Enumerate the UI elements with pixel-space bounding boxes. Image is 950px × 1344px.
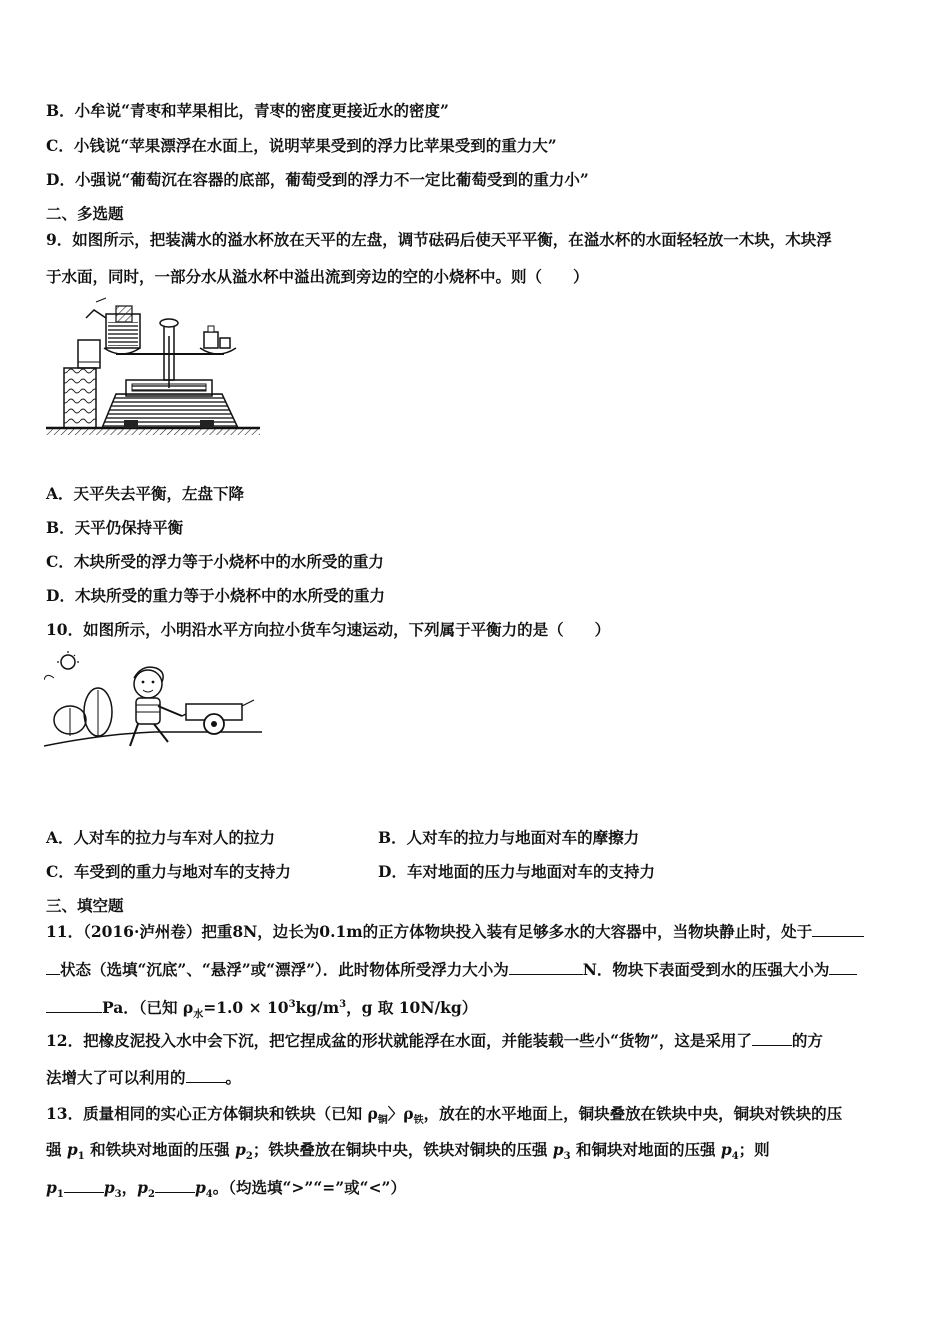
q13-line1: 13．质量相同的实心正方体铜块和铁块（已知 $\rho_铜$〉$\rho_铁$，放在的水平地面上，铜块叠放在铁块中央，铜块对铁块的压: [46, 1104, 843, 1127]
q10-option-c: C．车受到的重力与地对车的支持力: [46, 862, 291, 881]
q11-blank-3-cont[interactable]: [46, 998, 102, 1013]
q9-option-d: D．木块所受的重力等于小烧杯中的水所受的重力: [46, 586, 385, 605]
q11-blank-3[interactable]: [829, 960, 857, 975]
q11-blank-2[interactable]: [509, 960, 583, 975]
q10-option-a: A．人对车的拉力与车对人的拉力: [46, 828, 276, 847]
q9-option-a: A．天平失去平衡，左盘下降: [46, 484, 245, 503]
section-title-fill-in: 三、填空题: [46, 896, 124, 915]
q11-line2: 状态（选填“沉底”、“悬浮”或“漂浮”）．此时物体所受浮力大小为 N．物块下表面受到水的压强大小为: [46, 960, 857, 980]
q13-line3: $p_1$ $p_3$，$p_2$ $p_4$。（均选填“>”“=”或“<”）: [46, 1178, 406, 1201]
balance-overflow-cup-icon: [44, 296, 266, 438]
q12-line2: 法增大了可以利用的 。: [46, 1068, 242, 1087]
q11-line3: Pa．（已知 $\rho_水=1.0 \times 10^3kg/m^3$，g 取 10N/kg）: [46, 995, 477, 1025]
q10-stem: 10．如图所示，小明沿水平方向拉小货车匀速运动，下列属于平衡力的是（ ）: [46, 620, 611, 639]
q11-blank-1-cont[interactable]: [46, 960, 60, 975]
section-title-multiple-choice: 二、多选题: [46, 204, 124, 223]
q10-option-b: B．人对车的拉力与地面对车的摩擦力: [378, 828, 640, 847]
q11-line1: 11．（2016·泸州卷）把重8N，边长为0.1m的正方体物块投入装有足够多水的大容器中，当物块静止时，处于: [46, 922, 864, 942]
option-c-prev: C．小钱说“苹果漂浮在水面上，说明苹果受到的浮力比苹果受到的重力大”: [46, 136, 557, 155]
q9-stem-line1: 9．如图所示，把装满水的溢水杯放在天平的左盘，调节砝码后使天平平衡，在溢水杯的水面轻轻放一木块，木块浮: [46, 230, 832, 249]
q13-line2: 强 $p_1$ 和铁块对地面的压强 $p_2$；铁块叠放在铜块中央，铁块对铜块的压强 $p_3$ 和铜块对地面的压强 $p_4$；则: [46, 1140, 770, 1163]
option-b-prev: B．小牟说“青枣和苹果相比，青枣的密度更接近水的密度”: [46, 101, 449, 120]
boy-pulling-cart-icon: [44, 650, 266, 758]
q11-blank-1[interactable]: [812, 922, 864, 937]
q10-option-d: D．车对地面的压力与地面对车的支持力: [378, 862, 655, 881]
q13-blank-1[interactable]: [64, 1178, 104, 1193]
q9-option-b: B．天平仍保持平衡: [46, 518, 184, 537]
option-d-prev: D．小强说“葡萄沉在容器的底部，葡萄受到的浮力不一定比葡萄受到的重力小”: [46, 170, 589, 189]
q9-stem-line2: 于水面，同时，一部分水从溢水杯中溢出流到旁边的空的小烧杯中。则（ ）: [46, 267, 589, 286]
q12-blank-1[interactable]: [752, 1031, 792, 1046]
q12-line1: 12．把橡皮泥投入水中会下沉，把它捏成盆的形状就能浮在水面，并能装载一些小“货物”，这是采用了 的方: [46, 1031, 823, 1050]
q13-blank-2[interactable]: [155, 1178, 195, 1193]
q12-blank-2[interactable]: [186, 1068, 226, 1083]
q9-option-c: C．木块所受的浮力等于小烧杯中的水所受的重力: [46, 552, 384, 571]
